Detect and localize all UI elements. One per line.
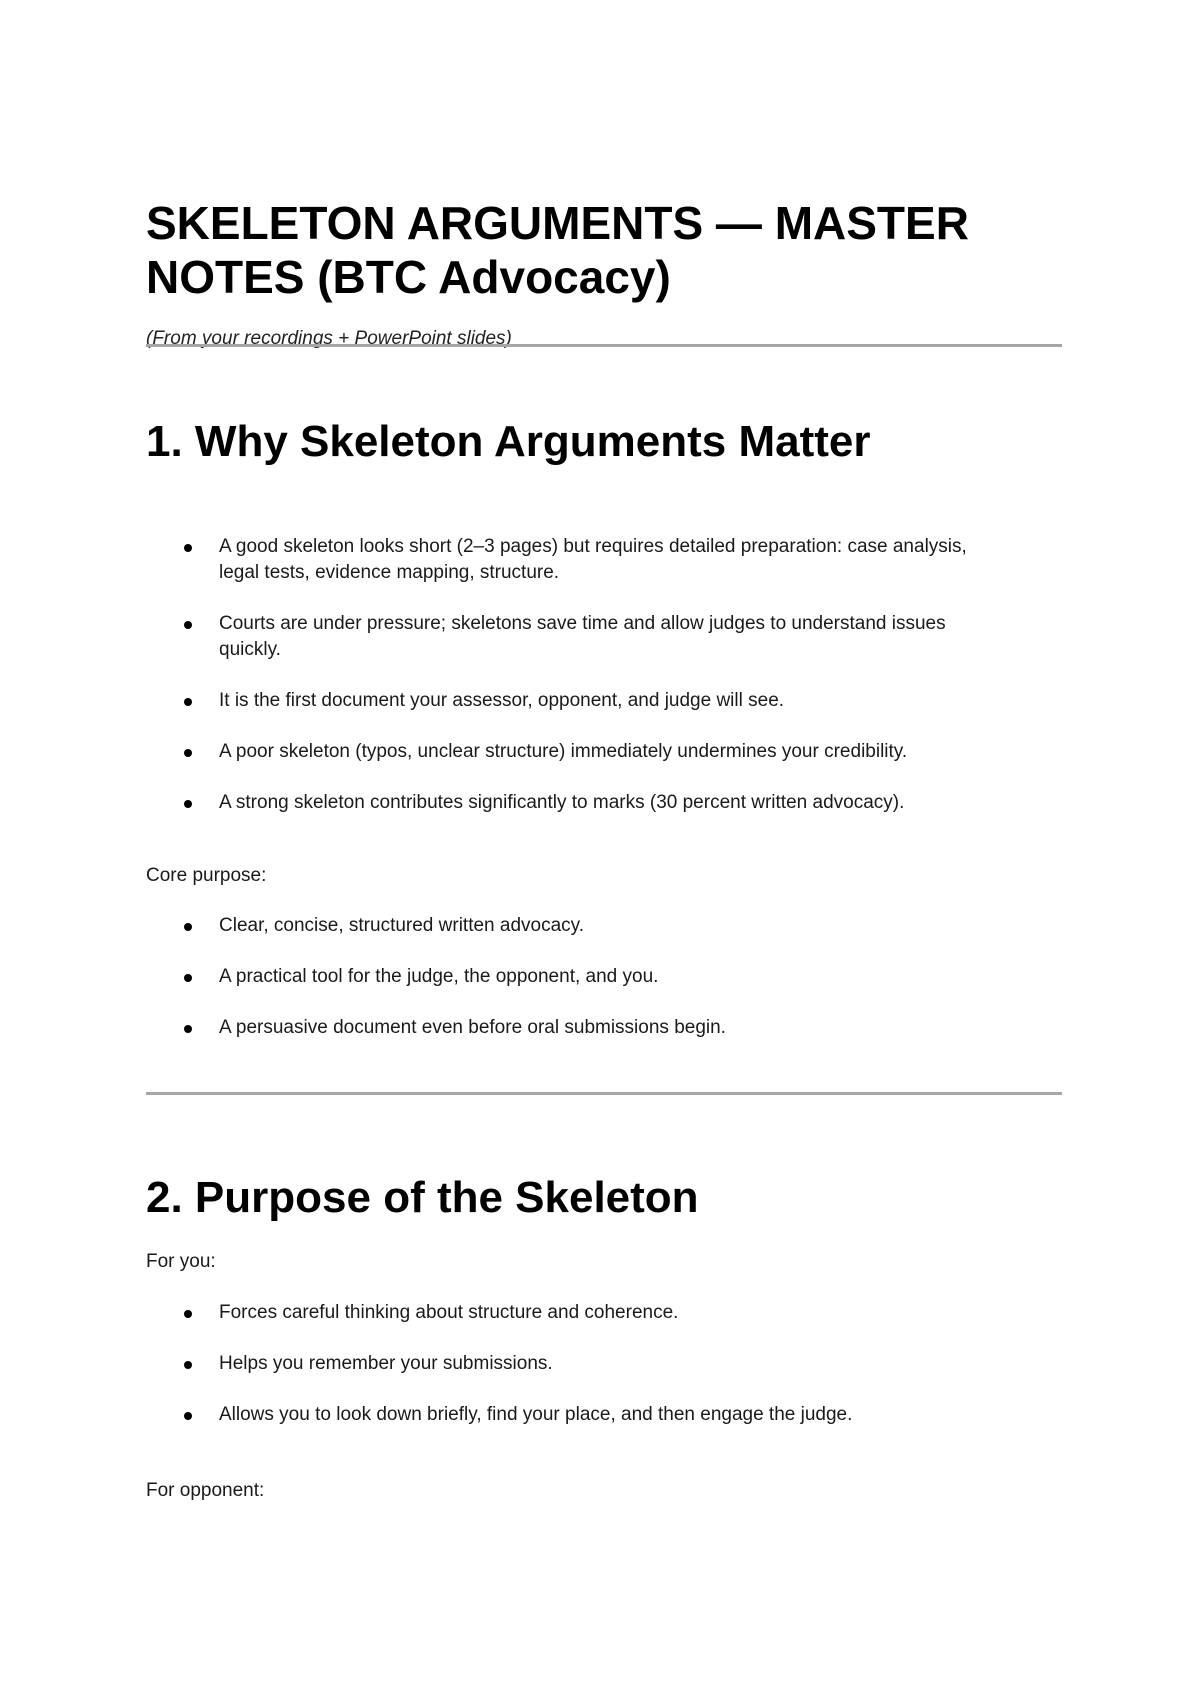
list-item: A practical tool for the judge, the opponent, and you.	[146, 964, 1062, 990]
for-you-label: For you:	[146, 1251, 216, 1272]
core-purpose-bullet-list	[146, 913, 1062, 1066]
for-opponent-label: For opponent:	[146, 1480, 265, 1501]
bullet-icon	[184, 544, 192, 552]
document-title: SKELETON ARGUMENTS — MASTER NOTES (BTC Advocacy)	[146, 197, 969, 303]
bullet-icon	[184, 1025, 192, 1033]
horizontal-rule	[146, 1092, 1062, 1095]
list-item: Clear, concise, structured written advocacy.	[146, 913, 1062, 939]
section-1-bullet-list	[146, 534, 1062, 841]
bullet-icon	[184, 923, 192, 931]
list-item: Courts are under pressure; skeletons save time and allow judges to understand issues quickly.	[146, 611, 1062, 663]
for-you-bullet-list	[146, 1300, 1062, 1453]
bullet-icon	[184, 1412, 192, 1420]
list-item: Helps you remember your submissions.	[146, 1351, 1062, 1377]
bullet-icon	[184, 974, 192, 982]
bullet-icon	[184, 1310, 192, 1318]
bullet-icon	[184, 1361, 192, 1369]
list-item: It is the first document your assessor, opponent, and judge will see.	[146, 688, 1062, 714]
list-item: A strong skeleton contributes significantly to marks (30 percent written advocacy).	[146, 790, 1062, 816]
bullet-icon	[184, 698, 192, 706]
section-2-heading: 2. Purpose of the Skeleton	[146, 1173, 699, 1222]
list-item: A good skeleton looks short (2–3 pages) but requires detailed preparation: case analysis, legal tests, evidence mapping, structure.	[146, 534, 1062, 586]
horizontal-rule	[146, 344, 1062, 347]
list-item: Forces careful thinking about structure and coherence.	[146, 1300, 1062, 1326]
list-item: Allows you to look down briefly, find your place, and then engage the judge.	[146, 1402, 1062, 1428]
document-subtitle: (From your recordings + PowerPoint slides)	[146, 328, 512, 349]
core-purpose-label: Core purpose:	[146, 865, 267, 886]
section-1-heading: 1. Why Skeleton Arguments Matter	[146, 417, 871, 466]
list-item: A poor skeleton (typos, unclear structure) immediately undermines your credibility.	[146, 739, 1062, 765]
bullet-icon	[184, 621, 192, 629]
list-item: A persuasive document even before oral submissions begin.	[146, 1015, 1062, 1041]
bullet-icon	[184, 749, 192, 757]
bullet-icon	[184, 800, 192, 808]
